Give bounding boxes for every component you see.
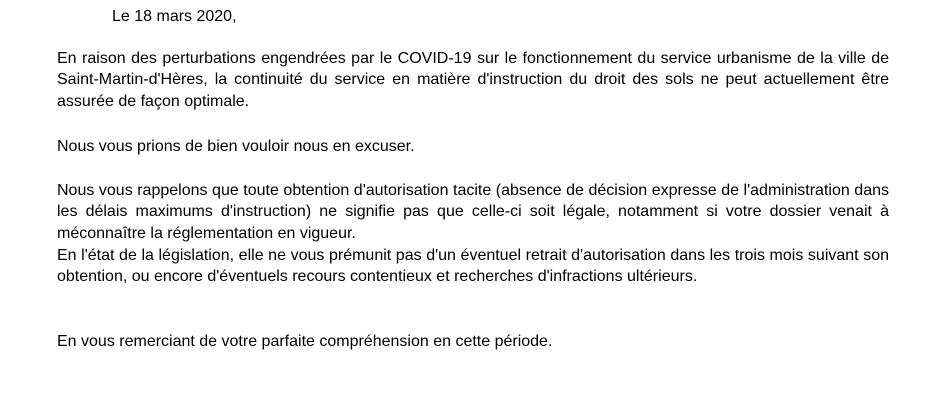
- paragraph-tacit-authorization: Nous vous rappelons que toute obtention d'autorisation tacite (absence de décision expresse de l'administration dans les délais maximums d'instruction) ne signifie pas que celle-ci soit légale, notamment si votre dossier venait à méconnaître la réglementation en vigueur.: [57, 182, 889, 242]
- letter-date: Le 18 mars 2020,: [112, 8, 237, 25]
- paragraph-apology: Nous vous prions de bien vouloir nous en excuser.: [57, 138, 415, 155]
- paragraph-thanks: En vous remerciant de votre parfaite compréhension en cette période.: [57, 333, 553, 350]
- paragraph-legislation: En l'état de la législation, elle ne vous prémunit pas d'un éventuel retrait d'autorisation dans les trois mois suivant son obtention, ou encore d'éventuels recours contentieux et recherches d'infractions ultérieurs.: [57, 247, 889, 286]
- paragraph-service-disruption: En raison des perturbations engendrées par le COVID-19 sur le fonctionnement du service urbanisme de la ville de Saint-Martin-d'Hères, la continuité du service en matière d'instruction du droit des sols ne peut actuellement être assurée de façon optimale.: [57, 50, 889, 110]
